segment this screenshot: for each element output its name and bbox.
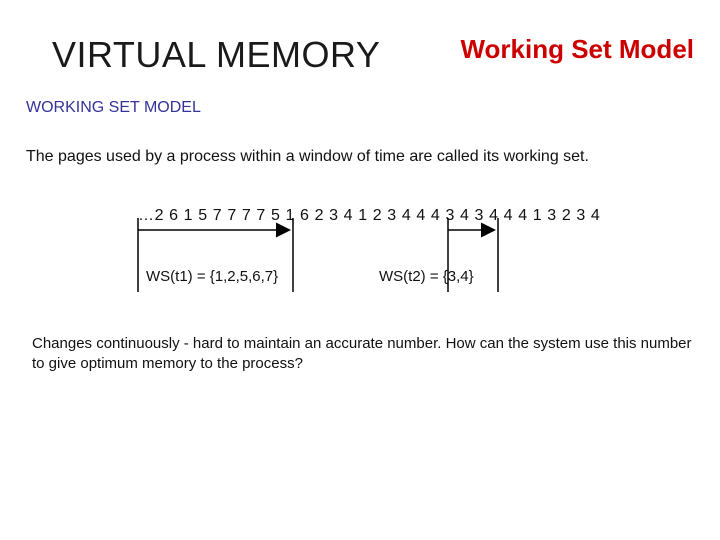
working-set-t1-label: WS(t1) = {1,2,5,6,7} <box>146 268 279 285</box>
body-text: Changes continuously - hard to maintain an accurate number. How can the system use this number to give optimum memory to the process? <box>32 335 692 372</box>
reference-string: …2 6 1 5 7 7 7 7 5 1 6 2 3 4 1 2 3 4 4 4 3 4 3 4 4 4 1 3 2 3 4 <box>138 207 601 224</box>
section-heading: WORKING SET MODEL <box>26 99 201 116</box>
intro-text: The pages used by a process within a window of time are called its working set. <box>26 148 589 165</box>
slide-title: VIRTUAL MEMORY <box>52 34 381 75</box>
slide-subtitle: Working Set Model <box>460 34 694 64</box>
working-set-t2-label: WS(t2) = {3,4} <box>379 268 474 285</box>
